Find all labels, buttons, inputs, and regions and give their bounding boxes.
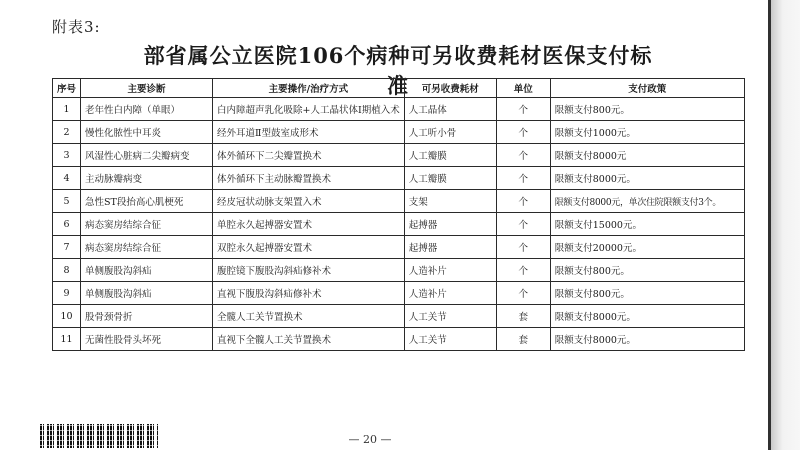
column-header-procedure: 主要操作/治疗方式 <box>213 79 405 98</box>
row-index: 4 <box>53 167 81 190</box>
column-header-index: 序号 <box>53 79 81 98</box>
row-index: 7 <box>53 236 81 259</box>
row-consumable: 人工瓣膜 <box>404 144 496 167</box>
table-row <box>53 144 745 167</box>
row-diagnosis: 病态窦房结综合征 <box>81 213 213 236</box>
row-procedure: 直视下全髋人工关节置换术 <box>213 328 405 351</box>
row-index: 10 <box>53 305 81 328</box>
row-diagnosis: 股骨颈骨折 <box>81 305 213 328</box>
row-unit: 个 <box>496 236 550 259</box>
row-unit: 套 <box>496 328 550 351</box>
row-policy: 限额支付8000元，单次住院限额支付3个。 <box>550 190 744 213</box>
table-row <box>53 121 745 144</box>
row-index: 9 <box>53 282 81 305</box>
row-diagnosis: 单侧腹股沟斜疝 <box>81 282 213 305</box>
row-consumable: 人造补片 <box>404 259 496 282</box>
row-procedure: 双腔永久起搏器安置术 <box>213 236 405 259</box>
row-procedure: 白内障超声乳化吸除+人工晶状体Ⅰ期植入术 <box>213 98 405 121</box>
row-index: 6 <box>53 213 81 236</box>
table-row <box>53 328 745 351</box>
row-unit: 个 <box>496 167 550 190</box>
row-consumable: 人工瓣膜 <box>404 167 496 190</box>
row-procedure: 直视下腹股沟斜疝修补术 <box>213 282 405 305</box>
row-consumable: 人造补片 <box>404 282 496 305</box>
row-diagnosis: 老年性白内障（单眼） <box>81 98 213 121</box>
row-index: 1 <box>53 98 81 121</box>
page-title: 部省属公立医院106个病种可另收费耗材医保支付标准 <box>143 43 653 98</box>
row-procedure: 体外循环下二尖瓣置换术 <box>213 144 405 167</box>
row-consumable: 起搏器 <box>404 213 496 236</box>
row-unit: 个 <box>496 213 550 236</box>
row-policy: 限额支付800元。 <box>550 259 744 282</box>
table-row <box>53 259 745 282</box>
column-header-unit: 单位 <box>496 79 550 98</box>
row-policy: 限额支付8000元。 <box>550 328 744 351</box>
row-unit: 个 <box>496 282 550 305</box>
row-procedure: 经外耳道Ⅱ型鼓室成形术 <box>213 121 405 144</box>
row-policy: 限额支付8000元。 <box>550 305 744 328</box>
row-unit: 个 <box>496 259 550 282</box>
row-consumable: 人工关节 <box>404 305 496 328</box>
row-diagnosis: 单侧腹股沟斜疝 <box>81 259 213 282</box>
row-consumable: 人工听小骨 <box>404 121 496 144</box>
row-unit: 个 <box>496 121 550 144</box>
row-consumable: 人工晶体 <box>404 98 496 121</box>
row-consumable: 起搏器 <box>404 236 496 259</box>
row-unit: 套 <box>496 305 550 328</box>
table-header-row <box>53 79 745 98</box>
row-procedure: 单腔永久起搏器安置术 <box>213 213 405 236</box>
page-number: — 20 — <box>348 433 392 446</box>
row-unit: 个 <box>496 190 550 213</box>
table-row <box>53 98 745 121</box>
row-index: 5 <box>53 190 81 213</box>
table-row <box>53 213 745 236</box>
row-policy: 限额支付8000元 <box>550 144 744 167</box>
appendix-label: 附表3: <box>52 18 101 36</box>
row-consumable: 人工关节 <box>404 328 496 351</box>
table-row <box>53 305 745 328</box>
table-row <box>53 236 745 259</box>
row-policy: 限额支付20000元。 <box>550 236 744 259</box>
column-header-diagnosis: 主要诊断 <box>81 79 213 98</box>
column-header-policy: 支付政策 <box>550 79 744 98</box>
row-policy: 限额支付15000元。 <box>550 213 744 236</box>
row-procedure: 腹腔镜下腹股沟斜疝修补术 <box>213 259 405 282</box>
row-index: 3 <box>53 144 81 167</box>
row-policy: 限额支付800元。 <box>550 98 744 121</box>
row-unit: 个 <box>496 144 550 167</box>
row-unit: 个 <box>496 98 550 121</box>
row-policy: 限额支付800元。 <box>550 282 744 305</box>
barcode-image <box>40 424 158 448</box>
row-diagnosis: 慢性化脓性中耳炎 <box>81 121 213 144</box>
table-row <box>53 167 745 190</box>
row-index: 2 <box>53 121 81 144</box>
row-policy: 限额支付8000元。 <box>550 167 744 190</box>
row-diagnosis: 病态窦房结综合征 <box>81 236 213 259</box>
row-diagnosis: 急性ST段抬高心肌梗死 <box>81 190 213 213</box>
row-diagnosis: 无菌性股骨头坏死 <box>81 328 213 351</box>
row-diagnosis: 主动脉瓣病变 <box>81 167 213 190</box>
row-index: 11 <box>53 328 81 351</box>
payment-standard-table <box>52 78 745 351</box>
table-row <box>53 190 745 213</box>
row-procedure: 经皮冠状动脉支架置入术 <box>213 190 405 213</box>
row-consumable: 支架 <box>404 190 496 213</box>
row-diagnosis: 风湿性心脏病二尖瓣病变 <box>81 144 213 167</box>
row-procedure: 全髋人工关节置换术 <box>213 305 405 328</box>
row-policy: 限额支付1000元。 <box>550 121 744 144</box>
table-row <box>53 282 745 305</box>
row-procedure: 体外循环下主动脉瓣置换术 <box>213 167 405 190</box>
page-edge-background <box>771 0 800 450</box>
row-index: 8 <box>53 259 81 282</box>
column-header-consumable: 可另收费耗材 <box>404 79 496 98</box>
